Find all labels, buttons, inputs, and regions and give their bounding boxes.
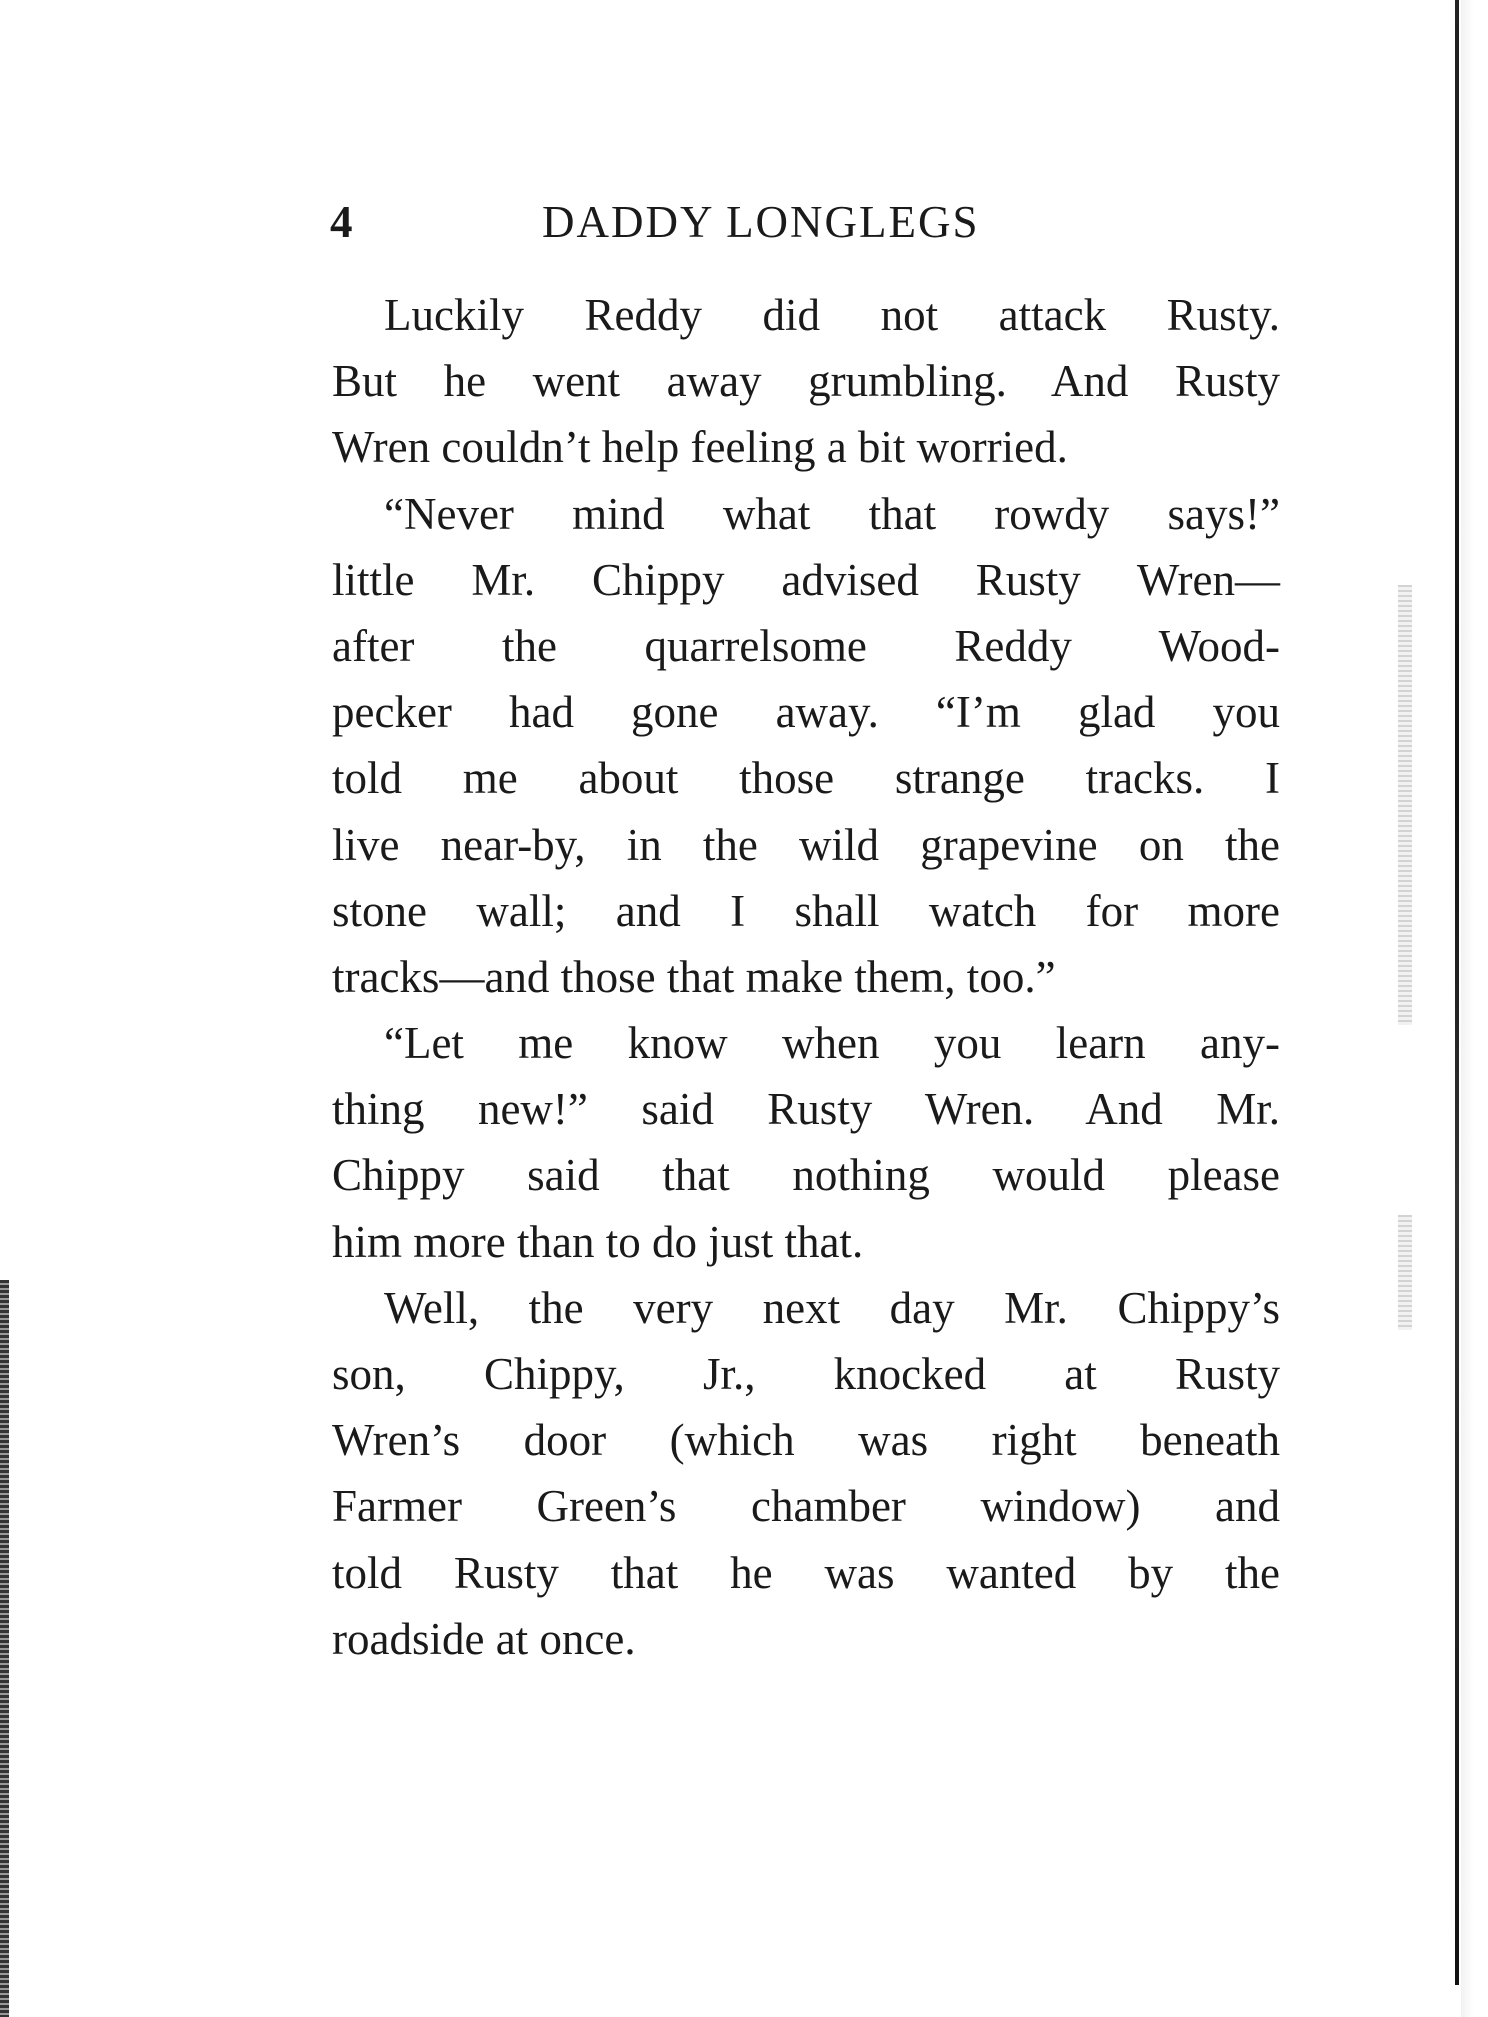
- text-line: tracks—and those that make them, too.”: [332, 951, 1056, 1002]
- text-line: Well, the very next day Mr. Chippy’s: [384, 1282, 1280, 1333]
- text-line: thing new!” said Rusty Wren. And Mr.: [332, 1084, 1280, 1135]
- text-line: “Let me know when you learn any-: [384, 1018, 1280, 1069]
- text-line: Wren’s door (which was right beneath: [332, 1415, 1280, 1466]
- text-line: him more than to do just that.: [332, 1216, 864, 1267]
- text-line: Wren couldn’t help feeling a bit worried.: [332, 422, 1068, 473]
- text-line: roadside at once.: [332, 1613, 636, 1664]
- text-line: pecker had gone away. “I’m glad you: [332, 687, 1280, 738]
- text-line: told Rusty that he was wanted by the: [332, 1547, 1280, 1598]
- scan-page-shadow: [1461, 0, 1473, 2017]
- scan-smudge: [1398, 1215, 1412, 1330]
- text-line: after the quarrelsome Reddy Wood-: [332, 620, 1280, 671]
- text-line: Chippy said that nothing would please: [332, 1150, 1280, 1201]
- text-line: live near-by, in the wild grapevine on the: [332, 819, 1280, 870]
- text-line: Farmer Green’s chamber window) and: [332, 1481, 1280, 1532]
- body-text: [332, 282, 1280, 1672]
- scan-binding-edge: [0, 1280, 9, 2017]
- text-line: little Mr. Chippy advised Rusty Wren—: [332, 554, 1280, 605]
- text-line: stone wall; and I shall watch for more: [332, 885, 1280, 936]
- text-line: Luckily Reddy did not attack Rusty.: [384, 290, 1280, 340]
- text-line: told me about those strange tracks. I: [332, 753, 1280, 804]
- text-line: son, Chippy, Jr., knocked at Rusty: [332, 1349, 1280, 1399]
- text-line: “Never mind what that rowdy says!”: [384, 488, 1280, 539]
- text-line: But he went away grumbling. And Rusty: [332, 356, 1280, 407]
- scan-page-edge: [1455, 0, 1459, 1985]
- page-number: 4: [330, 197, 354, 247]
- running-head: [330, 196, 1280, 256]
- scan-smudge: [1398, 585, 1412, 1025]
- book-title: DADDY LONGLEGS: [542, 197, 980, 247]
